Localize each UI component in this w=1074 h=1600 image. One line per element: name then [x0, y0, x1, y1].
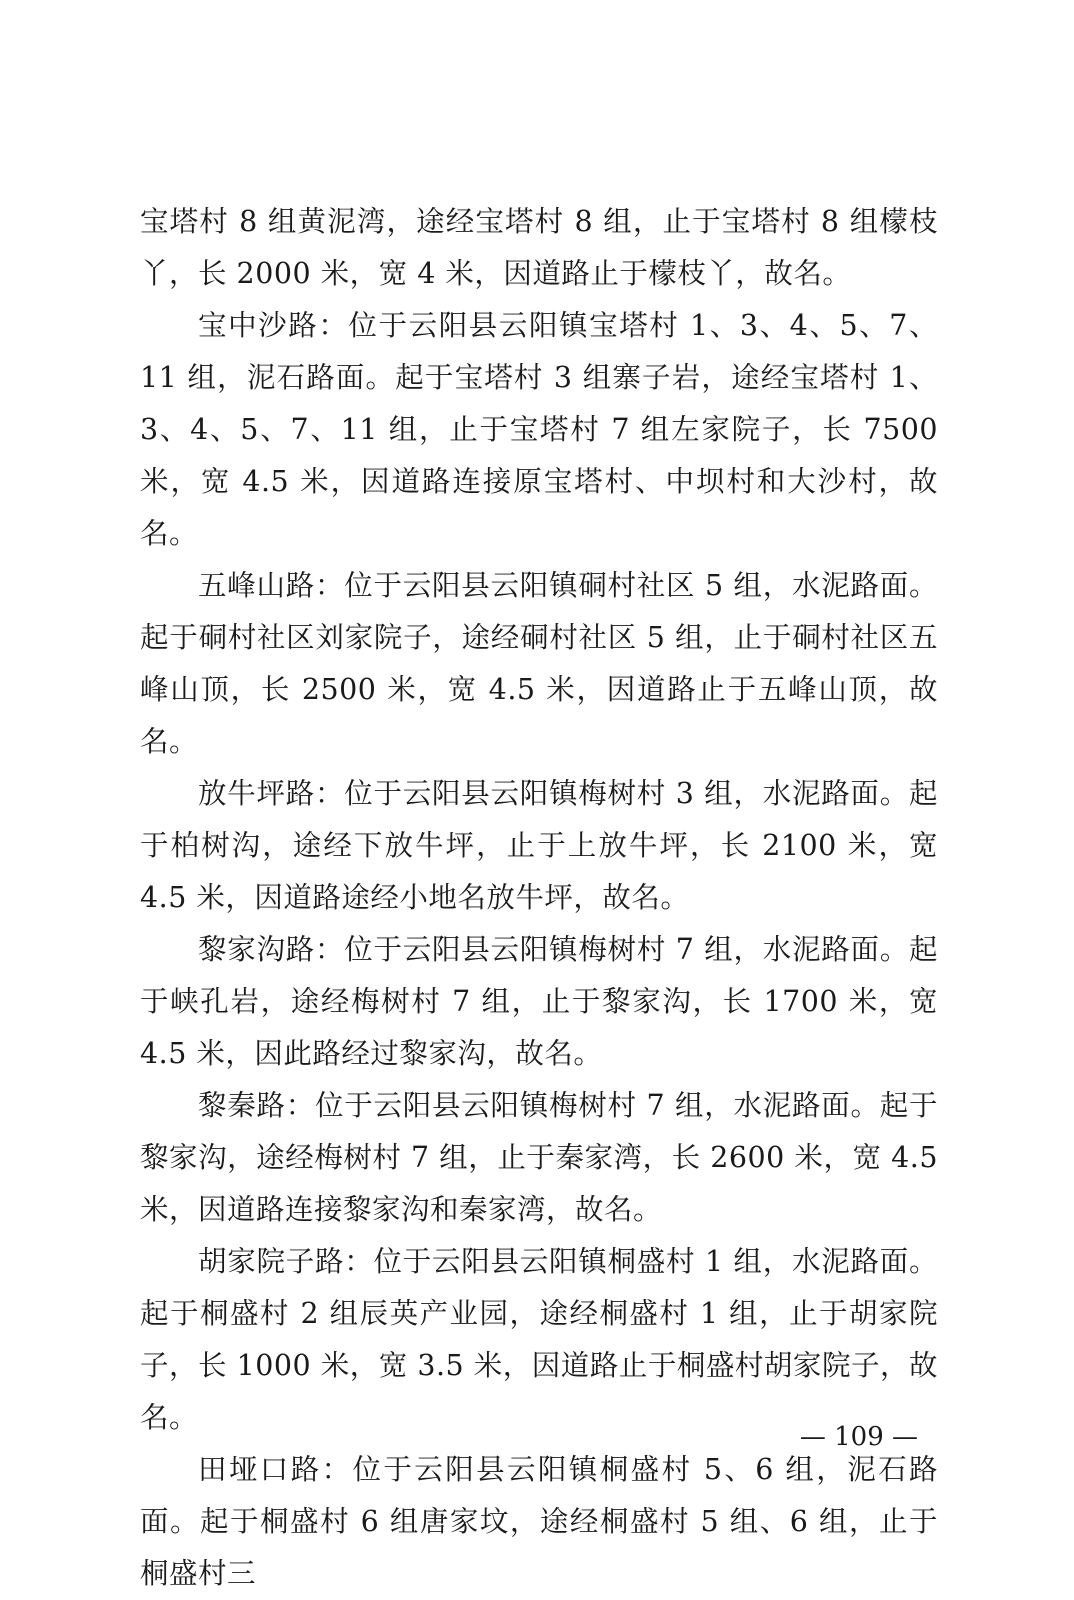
paragraph-wufengshan-road: 五峰山路：位于云阳县云阳镇硐村社区 5 组，水泥路面。起于硐村社区刘家院子，途经硐村社区 5 组，止于硐村社区五峰山顶，长 2500 米，宽 4.5 米，因道路止于五峰山顶，故名。 [140, 569, 938, 758]
paragraph-tianyakou-road: 田垭口路：位于云阳县云阳镇桐盛村 5、6 组，泥石路面。起于桐盛村 6 组唐家坟，途经桐盛村 5 组、6 组，止于桐盛村三 [140, 1453, 938, 1590]
paragraph-hujiayuanzi-road: 胡家院子路：位于云阳县云阳镇桐盛村 1 组，水泥路面。起于桐盛村 2 组辰英产业园，途经桐盛村 1 组，止于胡家院子，长 1000 米，宽 3.5 米，因道路止于桐盛村胡家院子，故名。 [140, 1245, 938, 1434]
paragraph-liqin-road: 黎秦路：位于云阳县云阳镇梅树村 7 组，水泥路面。起于黎家沟，途经梅树村 7 组，止于秦家湾，长 2600 米，宽 4.5 米，因道路连接黎家沟和秦家湾，故名。 [140, 1089, 938, 1226]
paragraph-continued-from-previous-page: 宝塔村 8 组黄泥湾，途经宝塔村 8 组，止于宝塔村 8 组檬枝丫，长 2000 米，宽 4 米，因道路止于檬枝丫，故名。 [140, 205, 938, 290]
paragraph-baozhongsha-road: 宝中沙路：位于云阳县云阳镇宝塔村 1、3、4、5、7、11 组，泥石路面。起于宝塔村 3 组寨子岩，途经宝塔村 1、3、4、5、7、11 组，止于宝塔村 7 组左家院子，长 7500 米，宽 4.5 米，因道路连接原宝塔村、中坝村和大沙村，故名。 [140, 309, 938, 550]
page-number: — 109 — [799, 1422, 918, 1452]
page-body [140, 196, 938, 1600]
paragraph-fangniuping-road: 放牛坪路：位于云阳县云阳镇梅树村 3 组，水泥路面。起于柏树沟，途经下放牛坪，止于上放牛坪，长 2100 米，宽 4.5 米，因道路途经小地名放牛坪，故名。 [140, 777, 938, 914]
paragraph-lijiagou-road: 黎家沟路：位于云阳县云阳镇梅树村 7 组，水泥路面。起于峡孔岩，途经梅树村 7 组，止于黎家沟，长 1700 米，宽 4.5 米，因此路经过黎家沟，故名。 [140, 933, 938, 1070]
